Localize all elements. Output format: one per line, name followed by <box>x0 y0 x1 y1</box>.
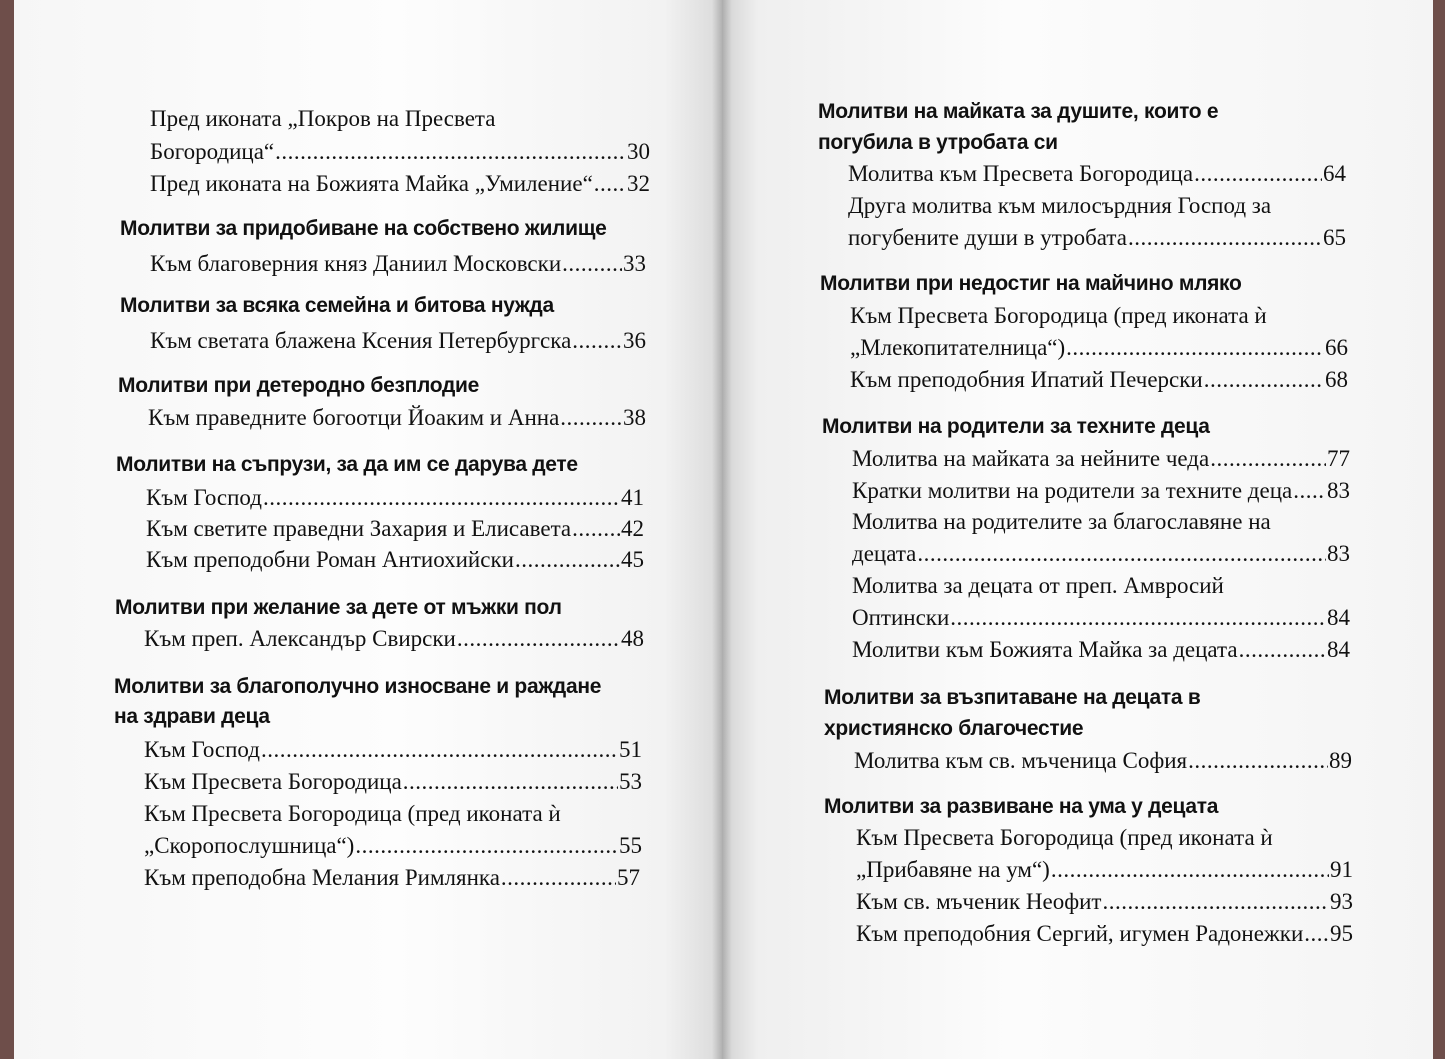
toc-entry: Към Пресвета Богородица (пред иконата ѝ <box>144 801 561 826</box>
toc-entry: Молитва за децата от преп. Амвросий <box>852 573 1224 598</box>
leader-dots <box>572 327 622 355</box>
section-heading: Молитви за благополучно износване и раждане <box>114 675 602 698</box>
page-number: 48 <box>621 626 644 651</box>
section-heading: Молитви при желание за дете от мъжки пол <box>115 596 562 619</box>
leader-dots <box>562 250 622 278</box>
page-number: 64 <box>1323 161 1346 186</box>
page-number: 45 <box>621 547 644 572</box>
leader-dots <box>917 540 1326 568</box>
leader-dots <box>1066 334 1324 362</box>
toc-entry: Към светата блажена Ксения Петербургска ..... 36 <box>150 327 646 355</box>
toc-entry: Към преподобна Мелания Римлянка ..... 57 <box>144 864 640 892</box>
leader-dots <box>594 170 626 198</box>
page-number: 30 <box>627 139 650 164</box>
page-number: 32 <box>627 171 650 196</box>
leader-dots <box>1204 366 1324 394</box>
toc-entry: Към Пресвета Богородица (пред иконата ѝ <box>850 303 1267 328</box>
section-heading: на здрави деца <box>114 705 270 728</box>
toc-entry: Пред иконата на Божията Майка „Умиление“ ..... 32 <box>150 170 650 198</box>
toc-entry: „Млекопитателница“) ..... 66 <box>850 334 1348 362</box>
section-heading: Молитви за всяка семейна и битова нужда <box>120 294 554 317</box>
toc-entry: Молитви към Божията Майка за децата ..... 84 <box>852 636 1350 664</box>
toc-entry: Към св. мъченик Неофит ..... 93 <box>856 888 1353 916</box>
leader-dots <box>275 138 626 166</box>
leader-dots <box>403 768 618 796</box>
leader-dots <box>560 404 622 432</box>
toc-entry: Към Господ ..... 51 <box>144 736 642 764</box>
section-heading: Молитви за възпитаване на децата в <box>824 686 1201 709</box>
section-heading: Молитви за развиване на ума у децата <box>824 795 1219 818</box>
toc-entry: „Прибавяне на ум“) ..... 91 <box>856 856 1353 884</box>
toc-entry: Молитва към Пресвета Богородица ..... 64 <box>848 160 1346 188</box>
page-number: 95 <box>1330 921 1353 946</box>
toc-entry: „Скоропослушница“) ..... 55 <box>144 832 642 860</box>
page-number: 57 <box>617 865 640 890</box>
toc-entry: Пред иконата „Покров на Пресвета <box>150 106 496 131</box>
toc-entry: Богородица“ ..... 30 <box>150 138 650 166</box>
toc-entry: Към преподобния Сергий, игумен Радонежки ..... 95 <box>856 920 1353 948</box>
page-number: 53 <box>619 769 642 794</box>
page-number: 83 <box>1327 478 1350 503</box>
page-number: 65 <box>1323 225 1346 250</box>
page-number: 66 <box>1325 335 1348 360</box>
leader-dots <box>501 864 616 892</box>
toc-entry: децата ..... 83 <box>852 540 1350 568</box>
page-number: 89 <box>1329 748 1352 773</box>
leader-dots <box>457 625 620 653</box>
leader-dots <box>515 546 620 574</box>
page-number: 93 <box>1330 889 1353 914</box>
toc-entry: Към преподобни Роман Антиохийски ..... 45 <box>146 546 644 574</box>
book-cover-edge-left <box>0 0 14 1059</box>
page-number: 84 <box>1327 605 1350 630</box>
toc-entry: Към преп. Александър Свирски ..... 48 <box>144 625 644 653</box>
leader-dots <box>1239 636 1326 664</box>
section-heading: Молитви при детеродно безплодие <box>118 374 479 397</box>
toc-entry: Към преподобния Ипатий Печерски ..... 68 <box>850 366 1348 394</box>
toc-entry: Към Господ ..... 41 <box>146 484 644 512</box>
leader-dots <box>572 515 620 543</box>
page-number: 38 <box>623 405 646 430</box>
section-heading: християнско благочестие <box>824 717 1084 740</box>
page-number: 84 <box>1327 637 1350 662</box>
leader-dots <box>950 604 1326 632</box>
leader-dots <box>355 832 618 860</box>
page-number: 68 <box>1325 367 1348 392</box>
page-number: 33 <box>623 251 646 276</box>
toc-entry: Към Пресвета Богородица (пред иконата ѝ <box>856 825 1273 850</box>
leader-dots <box>1304 920 1329 948</box>
page-number: 41 <box>621 485 644 510</box>
section-heading: погубила в утробата си <box>818 131 1058 154</box>
page-number: 55 <box>619 833 642 858</box>
page-number: 42 <box>621 516 644 541</box>
toc-entry: Кратки молитви на родители за техните деца ..... 83 <box>852 477 1350 505</box>
book-gutter <box>712 0 732 1059</box>
toc-entry: Към Пресвета Богородица ..... 53 <box>144 768 642 796</box>
toc-entry: Друга молитва към милосърдния Господ за <box>848 193 1272 218</box>
leader-dots <box>261 736 618 764</box>
section-heading: Молитви за придобиване на собствено жилище <box>120 217 607 240</box>
toc-entry: Към праведните богоотци Йоаким и Анна ..... 38 <box>148 404 646 432</box>
page-number: 36 <box>623 328 646 353</box>
toc-entry: Към благоверния княз Даниил Московски ..... 33 <box>150 250 646 278</box>
page-number: 91 <box>1330 857 1353 882</box>
section-heading: Молитви на родители за техните деца <box>822 415 1210 438</box>
page-number: 83 <box>1327 541 1350 566</box>
section-heading: Молитви на майката за душите, които е <box>818 100 1219 123</box>
toc-entry: погубените души в утробата ..... 65 <box>848 224 1346 252</box>
book-cover-edge-right <box>1433 0 1445 1059</box>
leader-dots <box>1293 477 1326 505</box>
toc-entry: Молитва на майката за нейните чеда ..... 77 <box>852 445 1350 473</box>
leader-dots <box>1128 224 1322 252</box>
leader-dots <box>263 484 620 512</box>
leader-dots <box>1210 445 1326 473</box>
leader-dots <box>1102 888 1329 916</box>
page-number: 51 <box>619 737 642 762</box>
toc-entry: Към светите праведни Захария и Елисавета ..... 42 <box>146 515 644 543</box>
page-number: 77 <box>1327 446 1350 471</box>
toc-entry: Молитва към св. мъченица София ..... 89 <box>854 747 1352 775</box>
section-heading: Молитви на съпрузи, за да им се дарува дете <box>116 453 578 476</box>
leader-dots <box>1051 856 1329 884</box>
toc-entry: Оптински ..... 84 <box>852 604 1350 632</box>
leader-dots <box>1194 160 1322 188</box>
toc-entry: Молитва на родителите за благославяне на <box>852 509 1271 534</box>
leader-dots <box>1188 747 1328 775</box>
section-heading: Молитви при недостиг на майчино мляко <box>820 272 1242 295</box>
